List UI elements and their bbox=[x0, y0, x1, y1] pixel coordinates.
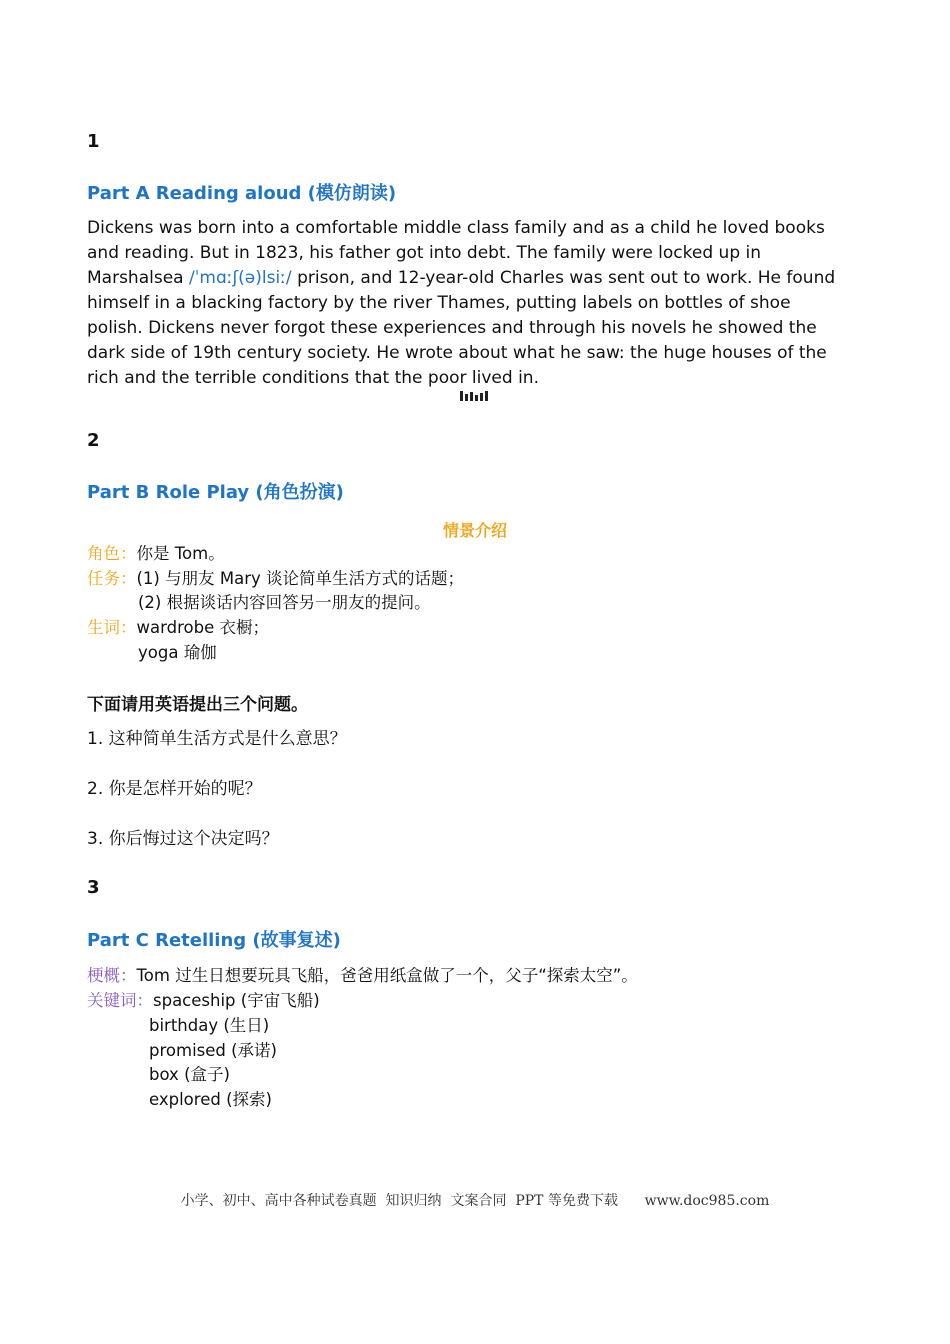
keyword-4: box (盒子) bbox=[149, 1065, 230, 1084]
section-number-2: 2 bbox=[87, 430, 100, 451]
role-value: 你是 Tom。 bbox=[136, 544, 225, 563]
keyword-1: spaceship (宇宙飞船) bbox=[153, 991, 320, 1010]
task-line-1 bbox=[87, 566, 464, 591]
summary-line bbox=[87, 963, 638, 988]
role-label: 角色： bbox=[87, 544, 137, 563]
summary-value: Tom 过生日想要玩具飞船，爸爸用纸盒做了一个，父子“探索太空”。 bbox=[136, 966, 638, 985]
question-prompt: 下面请用英语提出三个问题。 bbox=[87, 695, 308, 715]
section-title-part-a: Part A Reading aloud (模仿朗读) bbox=[87, 183, 397, 204]
question-1: 1. 这种简单生活方式是什么意思？ bbox=[87, 729, 347, 749]
section-number-3: 3 bbox=[87, 877, 100, 898]
section-number-1: 1 bbox=[87, 131, 100, 152]
keywords-line bbox=[87, 988, 320, 1013]
question-3: 3. 你后悔过这个决定吗？ bbox=[87, 829, 279, 849]
scenario-heading: 情景介绍 bbox=[442, 521, 507, 540]
role-line bbox=[87, 541, 225, 566]
keyword-5: explored (探索) bbox=[149, 1090, 272, 1109]
keyword-2: birthday (生日) bbox=[149, 1016, 270, 1035]
phonetic-marshalsea: /ˈmɑːʃ(ə)lsiː/ bbox=[188, 268, 292, 288]
page-footer: 小学、初中、高中各种试卷真题 知识归纳 文案合同 PPT 等免费下载 www.doc985.com bbox=[180, 1193, 770, 1209]
keywords-label: 关键词： bbox=[87, 991, 153, 1010]
section-title-part-b: Part B Role Play (角色扮演) bbox=[87, 482, 344, 503]
reading-passage bbox=[87, 216, 847, 391]
keyword-3: promised (承诺) bbox=[149, 1041, 277, 1060]
question-2: 2. 你是怎样开始的呢？ bbox=[87, 779, 262, 799]
section-title-part-c: Part C Retelling (故事复述) bbox=[87, 930, 341, 951]
task-2: (2) 根据谈话内容回答另一朋友的提问。 bbox=[138, 593, 431, 612]
summary-label: 梗概： bbox=[87, 966, 137, 985]
task-label: 任务： bbox=[87, 569, 137, 588]
task-1: (1) 与朋友 Mary 谈论简单生活方式的话题； bbox=[136, 569, 465, 588]
passage-text-a: Dickens was born into a comfortable middle class family and as a child he loved books and reading. But in 1823, his father got into debt. The family were locked up in Marshalsea bbox=[87, 218, 825, 288]
vocab-line-1 bbox=[87, 615, 269, 640]
vocab-2: yoga 瑜伽 bbox=[138, 643, 217, 662]
vocab-label: 生词： bbox=[87, 618, 137, 637]
passage-text-b: prison, and 12-year-old Charles was sent out to work. He found himself in a blacking factory by the river Thames, putting labels on bottles of shoe polish. Dickens never forgot these experiences and through his novels he showed the dark side of 19th century society. He wrote about what he saw: the huge houses of the rich and the terrible conditions that the poor lived in. bbox=[87, 268, 836, 388]
vocab-1: wardrobe 衣橱； bbox=[136, 618, 269, 637]
audio-waveform-icon[interactable] bbox=[460, 389, 490, 401]
